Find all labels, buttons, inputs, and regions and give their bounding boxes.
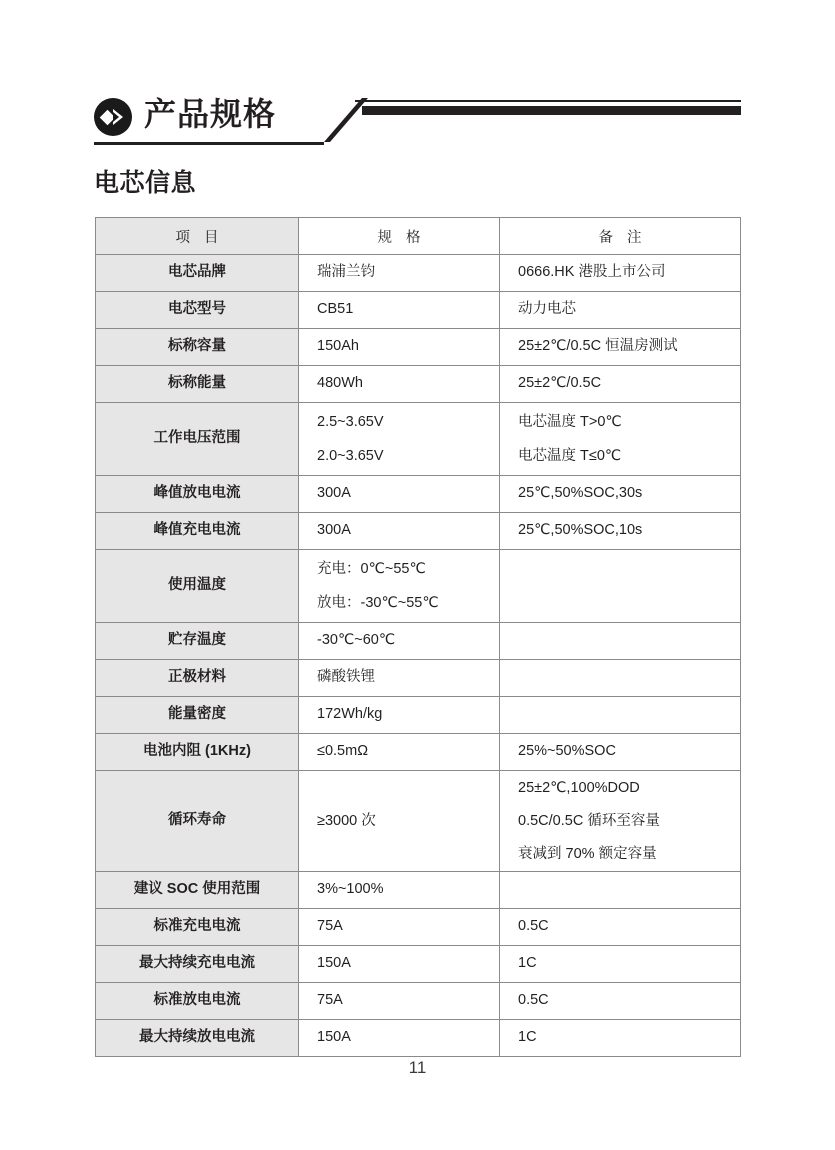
spec-lines [317,292,499,328]
row-note-cell [500,403,741,476]
table-row [96,366,741,403]
spec-lines [317,734,499,770]
spec-lines [317,1020,499,1056]
row-spec-cell [299,403,500,476]
table-row [96,550,741,623]
table-header [96,218,741,255]
row-spec-cell [299,734,500,771]
note-line: 25±2℃/0.5C 恒温房测试 [518,338,678,355]
table-row [96,292,741,329]
chevron-circle-icon [94,98,132,136]
spec-line: 150A [317,1029,351,1046]
row-label-cell: 电芯型号 [96,292,299,329]
table-row [96,946,741,983]
row-label-cell: 电池内阻 (1KHz) [96,734,299,771]
table-row [96,872,741,909]
table-row [96,513,741,550]
spec-lines [317,366,499,402]
row-note-cell [500,872,741,909]
note-lines [518,623,740,659]
note-line: 衰减到 70% 额定容量 [518,845,657,862]
spec-line: 300A [317,485,351,502]
spec-lines [317,403,499,475]
note-lines [518,771,740,871]
column-header-item: 项 目 [96,218,299,255]
table-row [96,734,741,771]
row-label-cell: 使用温度 [96,550,299,623]
note-line: 电芯温度 T≤0℃ [518,448,622,464]
spec-line: 172Wh/kg [317,706,383,723]
note-lines [518,660,740,696]
note-lines [518,292,740,328]
row-note-cell [500,660,741,697]
spec-line: 瑞浦兰钧 [317,264,375,281]
row-label-cell: 能量密度 [96,697,299,734]
row-spec-cell [299,872,500,909]
spec-lines [317,660,499,696]
row-spec-cell [299,550,500,623]
row-spec-cell [299,476,500,513]
row-label-cell: 最大持续放电电流 [96,1020,299,1057]
spec-line: 放电：-30℃~55℃ [317,595,439,611]
row-label-cell: 工作电压范围 [96,403,299,476]
note-lines [518,983,740,1019]
note-lines [518,909,740,945]
note-line: 1C [518,1029,537,1046]
spec-line: 充电：0℃~55℃ [317,561,426,577]
row-spec-cell [299,697,500,734]
note-lines [518,697,740,733]
table-row [96,660,741,697]
table-header-row [96,218,741,255]
row-spec-cell [299,623,500,660]
note-lines [518,366,740,402]
page-title: 产品规格 [144,96,277,132]
row-label-cell: 正极材料 [96,660,299,697]
spec-line: 3%~100% [317,881,384,898]
table-row [96,697,741,734]
row-label-cell: 标准充电电流 [96,909,299,946]
table-row [96,403,741,476]
row-spec-cell [299,909,500,946]
spec-lines [317,983,499,1019]
spec-line: ≤0.5mΩ [317,743,369,760]
spec-lines [317,872,499,908]
note-line: 0.5C [518,992,549,1009]
row-spec-cell [299,983,500,1020]
row-spec-cell [299,660,500,697]
spec-line: 150Ah [317,338,359,355]
spec-line: 2.5~3.65V [317,414,384,430]
table-row [96,983,741,1020]
row-label-cell: 电芯品牌 [96,255,299,292]
table-body [96,255,741,1057]
row-label-cell: 峰值放电电流 [96,476,299,513]
note-lines [518,550,740,622]
spec-line: 75A [317,918,343,935]
note-line: 电芯温度 T>0℃ [518,414,622,430]
page-number: 11 [408,1058,427,1077]
row-label-cell: 标准放电电流 [96,983,299,1020]
spec-line: 480Wh [317,375,363,392]
spec-line: -30℃~60℃ [317,632,396,649]
row-note-cell [500,983,741,1020]
note-line: 1C [518,955,537,972]
row-note-cell [500,255,741,292]
note-lines [518,476,740,512]
note-lines [518,329,740,365]
note-line: 0.5C [518,918,549,935]
spec-line: 300A [317,522,351,539]
row-spec-cell [299,329,500,366]
note-lines [518,255,740,291]
row-note-cell [500,909,741,946]
row-label-cell: 贮存温度 [96,623,299,660]
row-spec-cell [299,771,500,872]
column-header-note: 备 注 [500,218,741,255]
column-header-spec: 规 格 [299,218,500,255]
row-note-cell [500,476,741,513]
note-lines [518,513,740,549]
note-line: 动力电芯 [518,301,576,318]
header-slash-decoration [322,96,370,144]
row-note-cell [500,366,741,403]
row-note-cell [500,946,741,983]
note-lines [518,403,740,475]
spec-lines [317,771,499,871]
row-note-cell [500,292,741,329]
row-label-cell: 标称容量 [96,329,299,366]
note-line: 25℃,50%SOC,10s [518,522,643,539]
row-note-cell [500,771,741,872]
note-lines [518,1020,740,1056]
table-row [96,909,741,946]
spec-line: 2.0~3.65V [317,448,384,464]
table-row [96,476,741,513]
spec-line: CB51 [317,301,354,318]
row-note-cell [500,550,741,623]
note-line: 0.5C/0.5C 循环至容量 [518,812,660,829]
table-row [96,329,741,366]
header-rule-thick [362,106,741,115]
spec-line: 磷酸铁锂 [317,669,375,686]
table-row [96,255,741,292]
note-line: 25±2℃,100%DOD [518,779,640,796]
row-note-cell [500,623,741,660]
spec-lines [317,946,499,982]
row-note-cell [500,329,741,366]
row-label-cell: 最大持续充电电流 [96,946,299,983]
table-row [96,771,741,872]
spec-line: 75A [317,992,343,1009]
row-label-cell: 标称能量 [96,366,299,403]
spec-lines [317,697,499,733]
spec-line: ≥3000 次 [317,812,376,829]
note-line: 25℃,50%SOC,30s [518,485,643,502]
section-title: 电芯信息 [94,169,197,197]
header-rule-thin [355,100,741,102]
note-lines [518,734,740,770]
note-line: 25±2℃/0.5C [518,375,602,392]
row-note-cell [500,513,741,550]
spec-lines [317,476,499,512]
row-spec-cell [299,1020,500,1057]
row-spec-cell [299,292,500,329]
note-lines [518,872,740,908]
row-label-cell: 循环寿命 [96,771,299,872]
row-spec-cell [299,513,500,550]
row-note-cell [500,734,741,771]
note-lines [518,946,740,982]
row-label-cell: 峰值充电电流 [96,513,299,550]
row-note-cell [500,1020,741,1057]
note-line: 25%~50%SOC [518,743,616,760]
table-row [96,1020,741,1057]
note-line: 0666.HK 港股上市公司 [518,264,666,281]
row-spec-cell [299,366,500,403]
row-spec-cell [299,255,500,292]
row-spec-cell [299,946,500,983]
spec-lines [317,255,499,291]
row-note-cell [500,697,741,734]
cell-specification-table [95,217,741,1057]
spec-line: 150A [317,955,351,972]
spec-lines [317,550,499,622]
title-underline [94,142,324,145]
spec-lines [317,329,499,365]
row-label-cell: 建议 SOC 使用范围 [96,872,299,909]
spec-lines [317,909,499,945]
spec-lines [317,513,499,549]
spec-lines [317,623,499,659]
table-row [96,623,741,660]
logo-chevron-notch [113,112,119,122]
